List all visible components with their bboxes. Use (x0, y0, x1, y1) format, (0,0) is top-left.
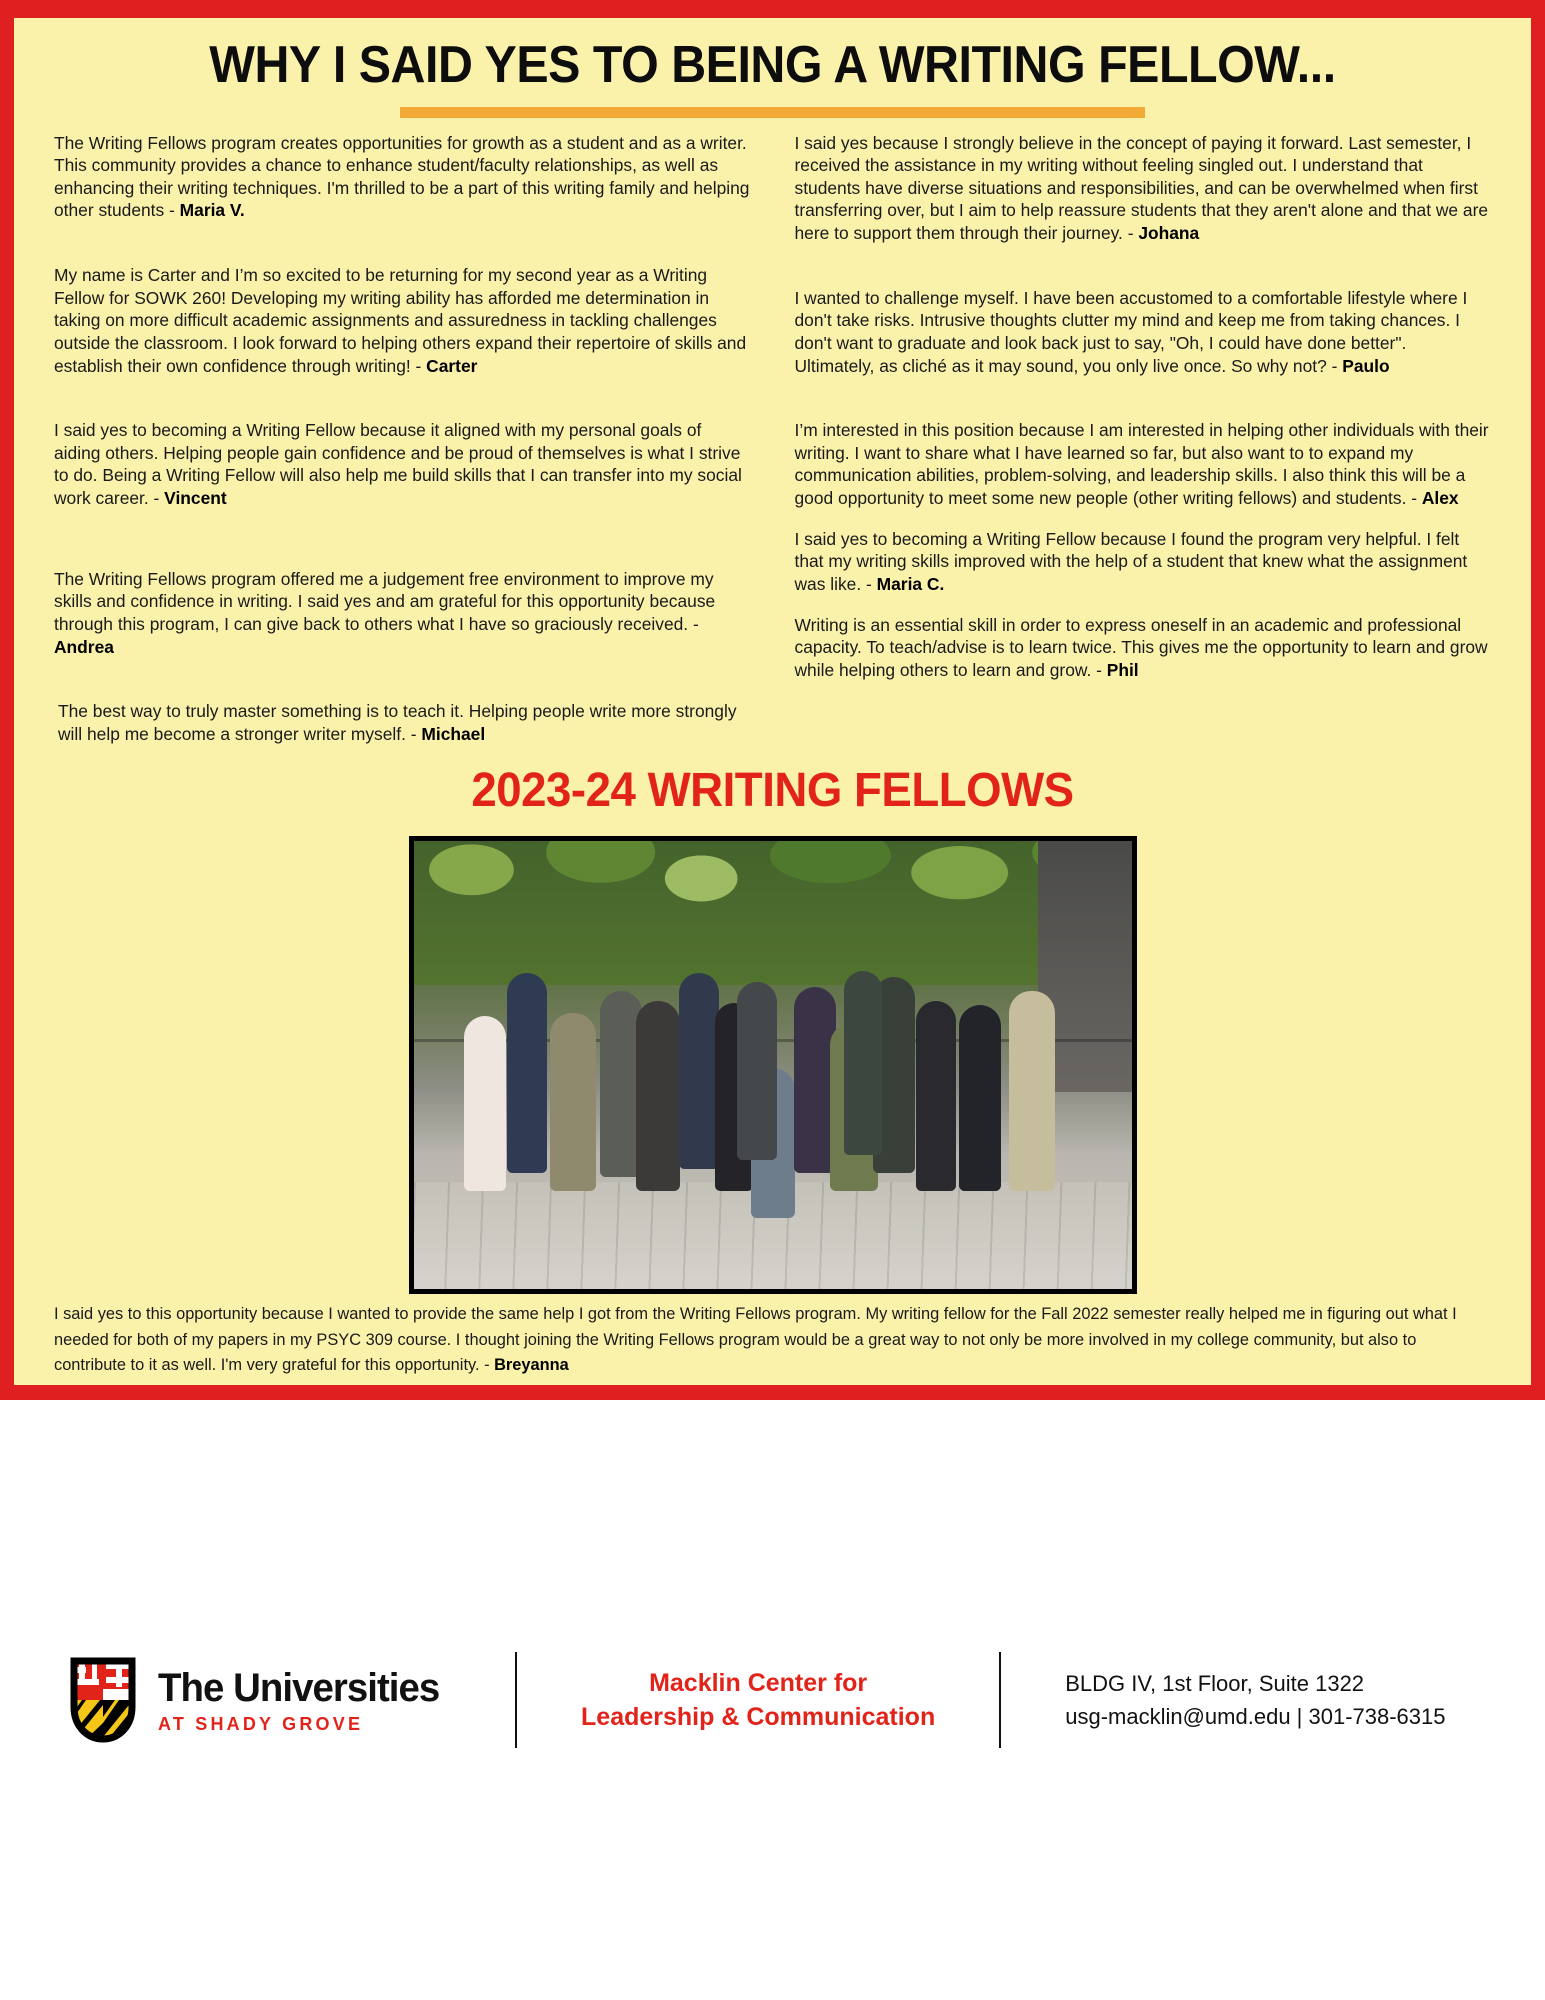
person (636, 1001, 680, 1191)
quote-block (795, 132, 1492, 245)
person (737, 982, 777, 1160)
person (464, 1016, 506, 1191)
quote-text: I said yes to this opportunity because I wanted to provide the same help I got from the Writing Fellows program. My writing fellow for the Fall 2022 semester really helped me in figuring out what I needed for both of my papers in my PSYC 309 course. I thought joining the Writing Fellows program would be a great way to not only be more involved in my college community, but also to contribute to it as well. I'm very grateful for this opportunity. - (54, 1305, 1457, 1375)
person (679, 973, 719, 1169)
people-group (414, 841, 1132, 1289)
quote-block (54, 700, 751, 745)
divider (999, 1652, 1001, 1748)
macklin-center-name (581, 1666, 935, 1735)
maryland-shield-icon (70, 1657, 136, 1743)
quote-text: I wanted to challenge myself. I have been accustomed to a comfortable lifestyle where I don't take risks. Intrusive thoughts clutter my mind and keep me from taking chances. I don't want to graduate and look back just to say, "Oh, I could have done better". Ultimately, as cliché as it may sound, you only live once. So why not? - (794, 287, 1468, 376)
quote-author: Carter (426, 355, 478, 376)
quote-block (795, 528, 1492, 596)
quote-author: Michael (421, 723, 486, 744)
email-phone-line: usg-macklin@umd.edu | 301-738-6315 (1065, 1704, 1446, 1729)
quote-text: The best way to truly master something is to teach it. Helping people write more strongly will help me become a stronger writer myself. - (58, 701, 737, 744)
person (550, 1013, 596, 1191)
quote-text: The Writing Fellows program offered me a judgement free environment to improve my skills and confidence in writing. I said yes and am grateful for this opportunity because through this program, I can give back to others what I have so graciously received. - (54, 568, 716, 634)
quote-block (54, 568, 751, 659)
person (1009, 991, 1055, 1191)
quote-author: Maria C. (876, 573, 945, 594)
quote-column-right (795, 132, 1492, 758)
contact-info (1065, 1667, 1445, 1733)
quote-columns (14, 118, 1531, 758)
quote-author: Vincent (164, 488, 227, 509)
brand-subtitle: AT SHADY GROVE (158, 1713, 364, 1734)
person (959, 1005, 1001, 1191)
quote-text: The Writing Fellows program creates opportunities for growth as a student and as a writer. This community provides a chance to enhance student/faculty relationships, as well as enhancing their writing techniques. I'm thrilled to be a part of this writing family and helping other students - (54, 132, 750, 221)
quote-block (795, 419, 1492, 510)
quote-author: Andrea (54, 636, 114, 657)
quote-author: Phil (1106, 659, 1139, 680)
poster-sheet (14, 18, 1531, 1385)
quote-text: I’m interested in this position because I am interested in helping other individuals with their writing. I want to share what I have learned so far, but also want to to expand my communication abilities, problem-solving, and leadership skills. I also think this will be a good opportunity to meet some new people (other writing fellows) and students. - (794, 420, 1489, 509)
footer (0, 1400, 1545, 2000)
person (844, 971, 882, 1155)
macklin-line-1: Macklin Center for (649, 1668, 868, 1697)
divider (515, 1652, 517, 1748)
quote-block (54, 132, 751, 223)
person (507, 973, 547, 1173)
quote-text: My name is Carter and I’m so excited to be returning for my second year as a Writing Fellow for SOWK 260! Developing my writing ability has afforded me determination in taking on more difficult academic assignments and assuredness in tackling challenges outside the classroom. I look forward to helping others expand their repertoire of skills and establish their own confidence through writing! - (54, 265, 747, 376)
quote-author: Maria V. (179, 200, 245, 221)
brand-title: The Universities (158, 1665, 440, 1710)
person (916, 1001, 956, 1191)
quote-author: Paulo (1342, 355, 1390, 376)
quote-text: Writing is an essential skill in order to express oneself in an academic and professional capacity. To teach/advise is to learn twice. This gives me the opportunity to learn and grow while helping others to learn and grow. - (794, 614, 1488, 680)
section-title-writing-fellows: 2023-24 WRITING FELLOWS (471, 764, 1074, 818)
quote-text: I said yes because I strongly believe in the concept of paying it forward. Last semester, I received the assistance in my writing without feeling singled out. I understand that students have diverse situations and responsibilities, and can be overwhelmed when first transferring over, but I aim to help reassure students that they aren't alone and that we are here to support them through their journey. - (794, 132, 1489, 244)
quote-block (54, 264, 751, 377)
address-line: BLDG IV, 1st Floor, Suite 1322 (1065, 1671, 1365, 1696)
macklin-line-2: Leadership & Communication (581, 1703, 936, 1731)
title-underline-rule (400, 107, 1145, 118)
quote-column-left (54, 132, 751, 758)
page-title: WHY I SAID YES TO BEING A WRITING FELLOW... (209, 36, 1336, 94)
quote-block (795, 287, 1492, 378)
quote-author: Alex (1421, 488, 1459, 509)
quote-block (54, 419, 751, 510)
group-photo (414, 841, 1132, 1289)
quote-text: I said yes to becoming a Writing Fellow because it aligned with my personal goals of aiding others. Helping people gain confidence and be proud of themselves is what I strive to do. Being a Writing Fellow will also help me build skills that I can transfer into my social work career. - (54, 420, 742, 509)
quote-block (795, 614, 1492, 682)
quote-text: I said yes to becoming a Writing Fellow because I found the program very helpful. I felt that my writing skills improved with the help of a student that knew what the assignment was like. - (794, 528, 1468, 594)
group-photo-frame (409, 836, 1137, 1294)
quote-block (54, 1302, 1491, 1378)
quote-author: Johana (1138, 223, 1200, 244)
quote-author: Breyanna (494, 1356, 569, 1375)
usg-logo (70, 1657, 451, 1743)
